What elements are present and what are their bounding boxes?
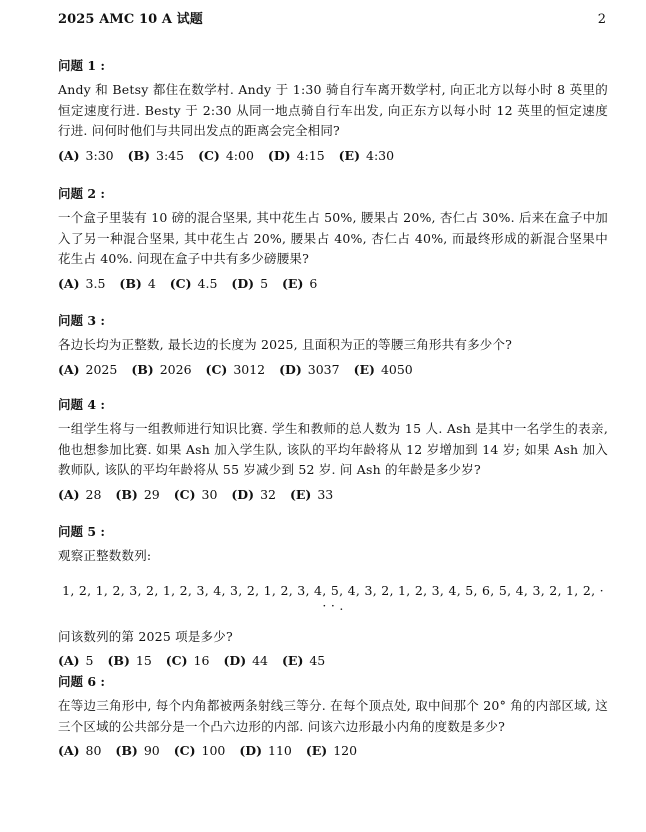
choice-value: 120 [333,743,358,758]
choice-label: (E) [282,653,304,668]
choice-label: (E) [305,743,328,758]
choice-e [290,487,333,502]
choice-value: 33 [317,486,334,502]
choice-value: 4:15 [296,147,325,163]
choice-value: 4:00 [225,147,254,163]
choice-value: 6 [309,275,318,291]
choice-value: 100 [201,743,226,758]
problem-4 [58,397,608,502]
choice-c [170,276,218,291]
answer-choices [58,653,608,668]
problem-2 [58,186,608,291]
choice-label: (D) [231,486,255,502]
choice-label: (A) [58,275,80,291]
choice-label: (B) [115,743,138,758]
page-header [58,8,606,27]
choice-value: 110 [268,743,292,758]
choice-value: 44 [252,653,269,668]
choice-value: 45 [309,653,326,668]
problem-title: 问题 4 : [58,397,106,412]
choice-d [223,653,268,668]
choice-label: (C) [165,653,188,668]
problem-text: 一组学生将与一组教师进行知识比赛. 学生和教师的总人数为 15 人. Ash 是其中一名学生的表亲, 他也想参加比赛. 如果 Ash 加入学生队, 该队的平均年龄将从 12 岁增加到 14 岁; 如果 Ash 加入教师队, 该队的平均年龄将从 55 岁减少到 52 岁. 问 Ash 的年龄是多少岁? [58,421,608,477]
choice-value: 4.5 [197,275,218,291]
problem-text: 一个盒子里装有 10 磅的混合坚果, 其中花生占 50%, 腰果占 20%, 杏仁占 30%. 后来在盒子中加入了另一种混合坚果, 其中花生占 20%, 腰果占 40%, 杏仁占 40%, 而最终形成的新混合坚果中花生占 40%. 问现在盒子中共有多少磅腰果? [58,210,608,266]
choice-e [282,276,317,291]
problem-title: 问题 6 : [58,674,106,689]
choice-label: (C) [173,486,196,502]
answer-choices [58,743,608,758]
choice-label: (C) [173,743,196,758]
choice-c [198,148,254,163]
choice-e [339,148,394,163]
problem-text: 在等边三角形中, 每个内角都被两条射线三等分. 在每个顶点处, 取中间那个 20° 角的内部区域, 这三个区域的公共部分是一个凸六边形的内部. 问该六边形最小内角的度数是多少? [58,698,608,734]
choice-value: 2025 [85,361,118,377]
choice-c [206,362,266,377]
choice-value: 16 [193,653,210,668]
problem-title: 问题 5 : [58,524,106,539]
choice-a [58,362,117,377]
choice-label: (E) [353,361,375,377]
choice-e [306,743,357,758]
answer-choices [58,148,608,163]
choice-a [58,276,105,291]
choice-value: 3:45 [156,147,185,163]
choice-e [354,362,413,377]
choice-value: 5 [260,275,269,291]
answer-choices [58,362,608,377]
choice-b [131,362,191,377]
choice-value: 15 [135,653,152,668]
choice-d [231,276,268,291]
choice-b [115,743,159,758]
choice-d [279,362,339,377]
choice-value: 4 [147,275,156,291]
choice-value: 29 [143,486,160,502]
choice-value: 2026 [159,361,192,377]
choice-value: 3.5 [85,275,106,291]
choice-value: 80 [85,743,102,758]
choice-b [107,653,151,668]
choice-label: (B) [115,486,138,502]
choice-value: 3:30 [85,147,114,163]
document-title: 2025 AMC 10 A 试题 [58,12,203,27]
choice-label: (D) [239,743,263,758]
page-number: 2 [597,12,606,27]
choice-label: (C) [169,275,192,291]
choice-label: (D) [267,147,291,163]
choice-d [268,148,325,163]
choice-c [174,743,226,758]
problem-question: 问该数列的第 2025 项是多少? [58,628,233,644]
integer-sequence: 1, 2, 1, 2, 3, 2, 1, 2, 3, 4, 3, 2, 1, 2, 3, 4, 5, 4, 3, 2, 1, 2, 3, 4, 5, 6, 5, 4, 3, 2, 1, 2, · · · . [62,582,604,613]
choice-a [58,653,93,668]
problem-text: Andy 和 Betsy 都住在数学村. Andy 于 1:30 骑自行车离开数学村, 向正北方以每小时 8 英里的恒定速度行进. Besty 于 2:30 从同一地点骑自行车出发, 向正东方以每小时 12 英里的恒定速度行进. 问何时他们与共同出发点的距离会完全相同? [58,82,608,138]
problem-1 [58,58,608,163]
problem-title: 问题 3 : [58,313,106,328]
choice-label: (A) [58,361,80,377]
choice-label: (A) [58,743,80,758]
choice-label: (A) [58,147,80,163]
choice-value: 4:30 [366,147,395,163]
problem-text: 各边长均为正整数, 最长边的长度为 2025, 且面积为正的等腰三角形共有多少个? [58,337,513,352]
choice-label: (B) [119,275,142,291]
choice-value: 3037 [307,361,340,377]
choice-a [58,487,101,502]
choice-label: (A) [58,653,80,668]
choice-value: 3012 [233,361,266,377]
choice-value: 90 [143,743,160,758]
choice-label: (D) [279,361,302,377]
choice-b [128,148,184,163]
choice-b [115,487,159,502]
choice-a [58,743,101,758]
problem-title: 问题 2 : [58,186,106,201]
choice-b [119,276,155,291]
answer-choices [58,276,608,291]
choice-e [282,653,325,668]
choice-label: (C) [205,361,228,377]
choice-value: 4050 [380,361,413,377]
problem-5 [58,524,608,668]
choice-value: 32 [260,486,276,502]
problem-text: 观察正整数数列: [58,548,152,563]
choice-value: 30 [201,486,218,502]
choice-value: 5 [85,653,94,668]
choice-label: (E) [282,275,304,291]
choice-d [231,487,276,502]
choice-label: (B) [107,653,130,668]
problem-title: 问题 1 : [58,58,106,73]
choice-d [239,743,292,758]
choice-value: 28 [85,486,102,502]
choice-label: (D) [223,653,247,668]
choice-c [174,487,218,502]
choice-label: (D) [231,275,255,291]
choice-label: (A) [58,486,80,502]
choice-label: (B) [131,361,154,377]
choice-label: (E) [338,147,360,163]
choice-label: (C) [198,147,220,163]
problem-3 [58,313,608,377]
choice-label: (B) [127,147,150,163]
choice-label: (E) [289,486,312,502]
choice-c [166,653,210,668]
choice-a [58,148,114,163]
problem-6 [58,674,608,758]
answer-choices [58,487,608,502]
